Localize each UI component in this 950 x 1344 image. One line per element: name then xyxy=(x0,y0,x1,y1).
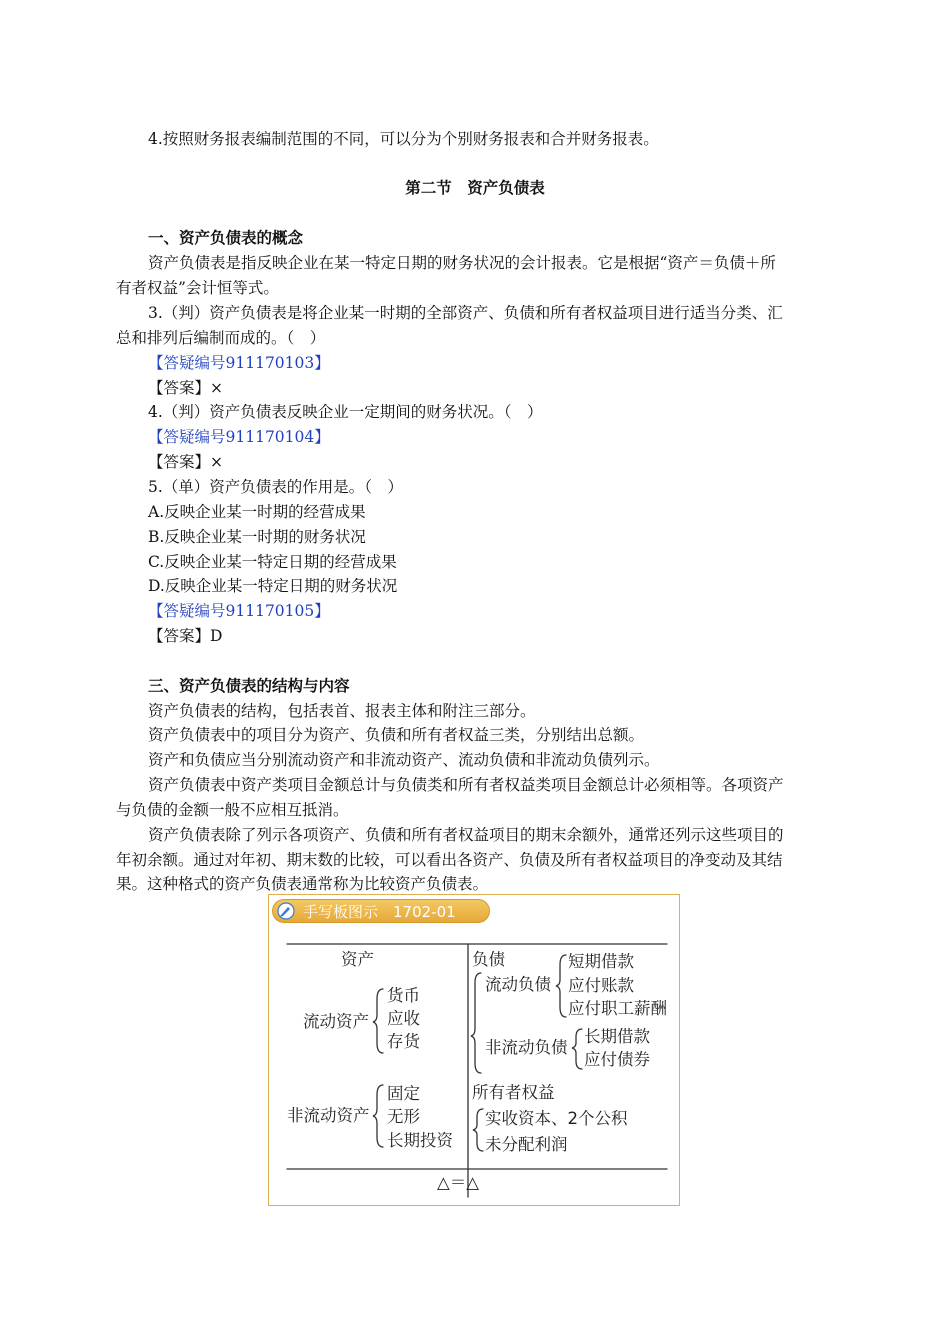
current-assets-item: 应收 xyxy=(387,1009,420,1028)
noncurrent-assets-label: 非流动资产 xyxy=(287,1106,370,1125)
current-liabilities-item: 应付职工薪酬 xyxy=(568,999,667,1018)
paragraph-structure-4-line2: 与负债的金额一般不应相互抵消。 xyxy=(116,801,349,819)
question-5-option-c: C.反映企业某一特定日期的经营成果 xyxy=(148,553,397,571)
heading-concept: 一、资产负债表的概念 xyxy=(148,229,304,247)
paragraph-structure-3: 资产和负债应当分别流动资产和非流动资产、流动负债和非流动负债列示。 xyxy=(148,751,660,769)
current-assets-item: 货币 xyxy=(387,986,420,1005)
question-4: 4.（判）资产负债表反映企业一定期间的财务状况。（ ） xyxy=(148,403,543,421)
paragraph-concept-line2: 有者权益”会计恒等式。 xyxy=(116,279,279,297)
heading-structure: 三、资产负债表的结构与内容 xyxy=(148,677,350,695)
current-assets-label: 流动资产 xyxy=(303,1012,369,1031)
question-3-line1: 3.（判）资产负债表是将企业某一时期的全部资产、负债和所有者权益项目进行适当分类、汇 xyxy=(148,304,783,322)
assets-header: 资产 xyxy=(341,950,374,969)
question-3-line2: 总和排列后编制而成的。（ ） xyxy=(116,329,326,347)
noncurrent-assets-item: 长期投资 xyxy=(387,1131,453,1150)
question-5-option-b: B.反映企业某一时期的财务状况 xyxy=(148,528,366,546)
equity-item: 未分配利润 xyxy=(485,1135,568,1154)
paragraph-list-item-4: 4.按照财务报表编制范围的不同，可以分为个别财务报表和合并财务报表。 xyxy=(148,130,659,148)
noncurrent-liabilities-label: 非流动负债 xyxy=(485,1038,568,1057)
paragraph-structure-4-line1: 资产负债表中资产类项目金额总计与负债类和所有者权益类项目金额总计必须相等。各项资产 xyxy=(148,776,784,794)
paragraph-structure-5-line3: 果。这种格式的资产负债表通常称为比较资产负债表。 xyxy=(116,875,489,893)
question-3-answer: 【答案】× xyxy=(148,379,223,397)
paragraph-concept-line1: 资产负债表是指反映企业在某一特定日期的财务状况的会计报表。它是根据“资产＝负债＋所 xyxy=(148,254,776,272)
current-assets-item: 存货 xyxy=(387,1032,420,1051)
question-3-reference-link[interactable]: 【答疑编号911170103】 xyxy=(148,354,330,372)
paragraph-structure-5-line2: 年初余额。通过对年初、期末数的比较，可以看出各资产、负债及所有者权益项目的净变动及其结 xyxy=(116,851,783,869)
paragraph-structure-2: 资产负债表中的项目分为资产、负债和所有者权益三类，分别结出总额。 xyxy=(148,726,645,744)
question-5: 5.（单）资产负债表的作用是。（ ） xyxy=(148,478,404,496)
noncurrent-liabilities-item: 长期借款 xyxy=(584,1027,650,1046)
equity-header: 所有者权益 xyxy=(472,1083,555,1102)
equity-item: 实收资本、2个公积 xyxy=(485,1109,628,1128)
liabilities-header: 负债 xyxy=(472,950,505,969)
paragraph-structure-1: 资产负债表的结构，包括表首、报表主体和附注三部分。 xyxy=(148,702,536,720)
question-5-answer: 【答案】D xyxy=(148,627,223,645)
current-liabilities-item: 应付账款 xyxy=(568,976,634,995)
question-5-option-a: A.反映企业某一时期的经营成果 xyxy=(148,503,366,521)
figure-badge-label: 手写板图示 1702-01 xyxy=(303,903,456,921)
balance-note: △＝△ xyxy=(437,1173,479,1192)
question-5-option-d: D.反映企业某一特定日期的财务状况 xyxy=(148,577,398,595)
paragraph-structure-5-line1: 资产负债表除了列示各项资产、负债和所有者权益项目的期末余额外，通常还列示这些项目的 xyxy=(148,826,784,844)
section-title: 第二节 资产负债表 xyxy=(405,179,545,197)
noncurrent-assets-item: 固定 xyxy=(387,1084,420,1103)
noncurrent-assets-item: 无形 xyxy=(387,1107,420,1126)
handwriting-board-figure xyxy=(268,894,680,1206)
question-4-answer: 【答案】× xyxy=(148,453,223,471)
question-4-reference-link[interactable]: 【答疑编号911170104】 xyxy=(148,428,330,446)
noncurrent-liabilities-item: 应付债券 xyxy=(584,1050,650,1069)
question-5-reference-link[interactable]: 【答疑编号911170105】 xyxy=(148,602,330,620)
current-liabilities-item: 短期借款 xyxy=(568,952,634,971)
current-liabilities-label: 流动负债 xyxy=(485,975,551,994)
